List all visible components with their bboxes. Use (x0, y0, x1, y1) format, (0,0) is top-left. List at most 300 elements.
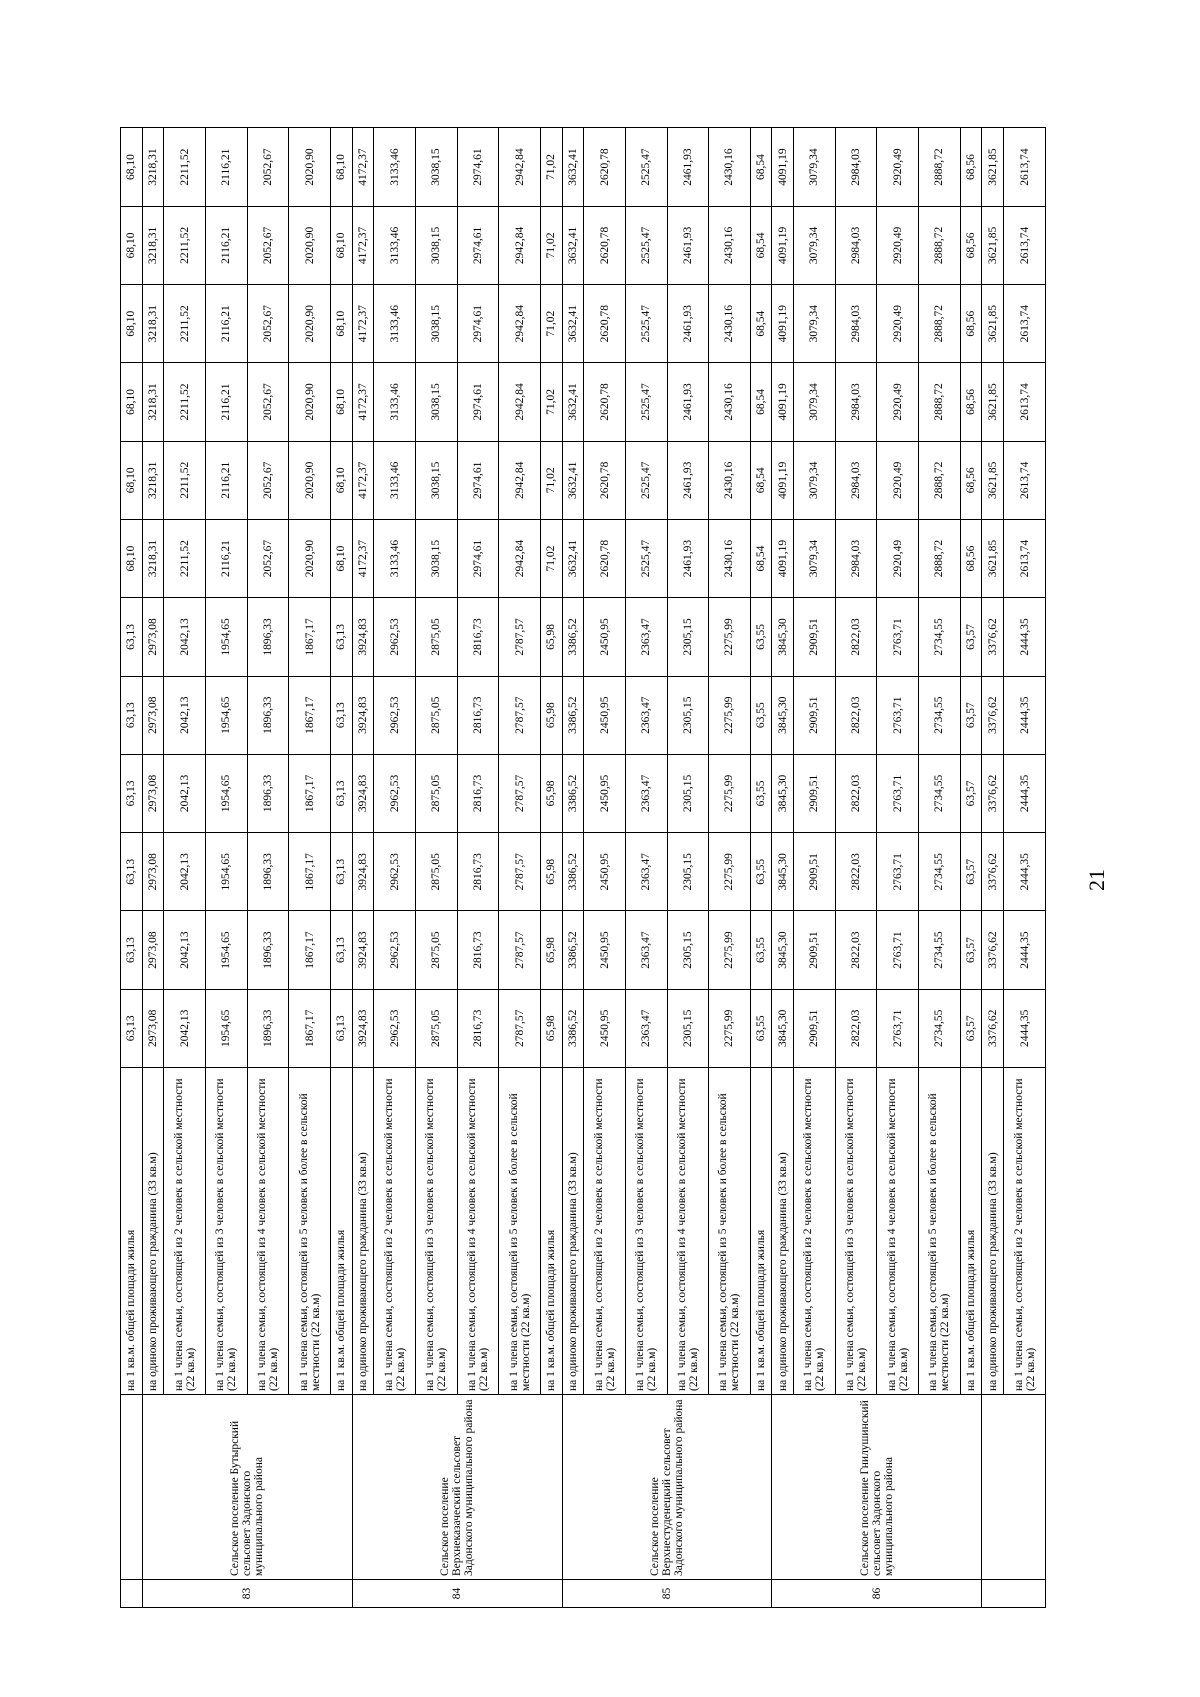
value-cell: 2763,71 (877, 676, 919, 754)
settlement-name-cell: Сельское поселение Верхнестуденецкий сельсовет Задонского муниципального района (562, 1395, 772, 1580)
value-cell: 1954,65 (205, 911, 247, 989)
settlement-name-cell: Сельское поселение Гнилушинский сельсовет Задонского муниципального района (772, 1395, 982, 1580)
value-cell: 2816,73 (457, 754, 499, 832)
value-cell: 2734,55 (919, 911, 961, 989)
value-cell: 3218,31 (142, 519, 164, 597)
value-cell: 68,56 (960, 128, 982, 206)
value-cell: 4172,37 (352, 519, 374, 597)
value-cell: 68,54 (750, 206, 772, 284)
value-cell: 63,13 (121, 754, 143, 832)
value-cell: 68,10 (121, 519, 143, 597)
value-cell: 63,13 (121, 911, 143, 989)
value-cell: 3632,41 (562, 128, 584, 206)
value-cell: 1954,65 (205, 754, 247, 832)
value-cell: 2444,35 (1004, 754, 1046, 832)
value-cell: 2461,93 (667, 285, 709, 363)
value-cell: 2974,61 (457, 519, 499, 597)
value-cell: 63,13 (330, 911, 352, 989)
value-cell: 3218,31 (142, 128, 164, 206)
value-cell: 2787,57 (499, 676, 541, 754)
table-row (562, 128, 584, 1608)
value-cell: 2816,73 (457, 598, 499, 676)
value-cell: 2787,57 (499, 911, 541, 989)
value-cell: 3386,52 (562, 989, 584, 1067)
value-cell: 2042,13 (164, 989, 206, 1067)
table-row (794, 128, 836, 1608)
value-cell: 68,56 (960, 519, 982, 597)
value-cell: 2620,78 (584, 363, 626, 441)
value-cell: 2962,53 (374, 989, 416, 1067)
value-cell: 2052,67 (247, 441, 289, 519)
value-cell: 71,02 (540, 363, 562, 441)
value-cell: 63,55 (750, 754, 772, 832)
value-cell: 3038,15 (415, 441, 457, 519)
value-cell: 63,13 (121, 598, 143, 676)
value-cell: 2973,08 (142, 676, 164, 754)
value-cell: 65,98 (540, 598, 562, 676)
value-cell: 68,56 (960, 285, 982, 363)
value-cell: 2888,72 (919, 285, 961, 363)
value-cell: 3079,34 (794, 441, 836, 519)
norm-label-cell: на 1 члена семьи, состоящей из 5 человек и более в сельской местности (22 кв.м) (709, 1068, 751, 1395)
value-cell: 2787,57 (499, 989, 541, 1067)
value-cell: 4091,19 (772, 128, 794, 206)
value-cell: 1954,65 (205, 676, 247, 754)
value-cell: 2822,03 (835, 598, 877, 676)
norm-label-cell: на 1 члена семьи, состоящей из 4 человек в сельской местности (22 кв.м) (457, 1068, 499, 1395)
value-cell: 2984,03 (835, 206, 877, 284)
rotated-table-container (120, 128, 1046, 1608)
table-row (499, 128, 541, 1608)
value-cell: 2875,05 (415, 911, 457, 989)
norm-label-cell: на 1 члена семьи, состоящей из 3 человек в сельской местности (22 кв.м) (415, 1068, 457, 1395)
value-cell: 3386,52 (562, 676, 584, 754)
value-cell: 3133,46 (374, 363, 416, 441)
value-cell: 1867,17 (289, 989, 331, 1067)
value-cell: 65,98 (540, 911, 562, 989)
value-cell: 2052,67 (247, 285, 289, 363)
value-cell: 2275,99 (709, 989, 751, 1067)
table-row (709, 128, 751, 1608)
value-cell: 2816,73 (457, 989, 499, 1067)
value-cell: 2974,61 (457, 363, 499, 441)
value-cell: 3038,15 (415, 285, 457, 363)
value-cell: 1954,65 (205, 833, 247, 911)
value-cell: 2275,99 (709, 676, 751, 754)
norm-label-cell: на 1 кв.м. общей площади жилья (540, 1068, 562, 1395)
value-cell: 2116,21 (205, 519, 247, 597)
value-cell: 3632,41 (562, 285, 584, 363)
value-cell: 2816,73 (457, 676, 499, 754)
value-cell: 2613,74 (1004, 441, 1046, 519)
value-cell: 4091,19 (772, 363, 794, 441)
value-cell: 3924,83 (352, 598, 374, 676)
norm-label-cell: на 1 члена семьи, состоящей из 2 человек в сельской местности (22 кв.м) (584, 1068, 626, 1395)
value-cell: 3386,52 (562, 754, 584, 832)
value-cell: 3376,62 (982, 754, 1004, 832)
value-cell: 2816,73 (457, 833, 499, 911)
value-cell: 2450,95 (584, 833, 626, 911)
value-cell: 2211,52 (164, 519, 206, 597)
value-cell: 3079,34 (794, 363, 836, 441)
value-cell: 2973,08 (142, 598, 164, 676)
value-cell: 3632,41 (562, 441, 584, 519)
value-cell: 2875,05 (415, 833, 457, 911)
value-cell: 2116,21 (205, 128, 247, 206)
value-cell: 2909,51 (794, 598, 836, 676)
table-row (164, 128, 206, 1608)
norm-label-cell: на одиноко проживающего гражданина (33 кв.м) (982, 1068, 1004, 1395)
value-cell: 2816,73 (457, 911, 499, 989)
table-row (330, 128, 352, 1608)
value-cell: 68,10 (121, 206, 143, 284)
value-cell: 2984,03 (835, 363, 877, 441)
value-cell: 2042,13 (164, 676, 206, 754)
value-cell: 2430,16 (709, 441, 751, 519)
value-cell: 3845,30 (772, 989, 794, 1067)
page-number: 21 (1084, 869, 1109, 891)
table-row (667, 128, 709, 1608)
value-cell: 2305,15 (667, 989, 709, 1067)
value-cell: 1896,33 (247, 598, 289, 676)
norm-label-cell: на 1 члена семьи, состоящей из 2 человек в сельской местности (22 кв.м) (374, 1068, 416, 1395)
value-cell: 2020,90 (289, 206, 331, 284)
value-cell: 2116,21 (205, 206, 247, 284)
value-cell: 2973,08 (142, 754, 164, 832)
value-cell: 1954,65 (205, 598, 247, 676)
value-cell: 2974,61 (457, 441, 499, 519)
value-cell: 2974,61 (457, 206, 499, 284)
value-cell: 2962,53 (374, 676, 416, 754)
value-cell: 68,56 (960, 441, 982, 519)
value-cell: 1867,17 (289, 911, 331, 989)
table-row (415, 128, 457, 1608)
value-cell: 63,13 (121, 833, 143, 911)
value-cell: 4091,19 (772, 206, 794, 284)
value-cell: 2275,99 (709, 833, 751, 911)
value-cell: 2525,47 (625, 206, 667, 284)
value-cell: 3632,41 (562, 206, 584, 284)
value-cell: 2275,99 (709, 911, 751, 989)
value-cell: 1867,17 (289, 676, 331, 754)
value-cell: 2984,03 (835, 519, 877, 597)
value-cell: 68,54 (750, 441, 772, 519)
value-cell: 2613,74 (1004, 363, 1046, 441)
value-cell: 68,10 (330, 363, 352, 441)
value-cell: 2020,90 (289, 128, 331, 206)
value-cell: 2942,84 (499, 519, 541, 597)
norm-label-cell: на 1 члена семьи, состоящей из 4 человек в сельской местности (22 кв.м) (247, 1068, 289, 1395)
norm-label-cell: на 1 кв.м. общей площади жилья (330, 1068, 352, 1395)
norm-label-cell: на 1 члена семьи, состоящей из 2 человек в сельской местности (22 кв.м) (164, 1068, 206, 1395)
table-row (750, 128, 772, 1608)
norm-label-cell: на 1 кв.м. общей площади жилья (960, 1068, 982, 1395)
value-cell: 2444,35 (1004, 833, 1046, 911)
value-cell: 3924,83 (352, 676, 374, 754)
value-cell: 2450,95 (584, 754, 626, 832)
norm-label-cell: на 1 члена семьи, состоящей из 5 человек и более в сельской местности (22 кв.м) (289, 1068, 331, 1395)
value-cell: 2822,03 (835, 833, 877, 911)
value-cell: 2962,53 (374, 598, 416, 676)
value-cell: 2734,55 (919, 754, 961, 832)
norm-label-cell: на одиноко проживающего гражданина (33 кв.м) (772, 1068, 794, 1395)
value-cell: 3038,15 (415, 206, 457, 284)
value-cell: 1896,33 (247, 833, 289, 911)
value-cell: 2613,74 (1004, 285, 1046, 363)
value-cell: 2042,13 (164, 754, 206, 832)
value-cell: 2525,47 (625, 285, 667, 363)
value-cell: 2734,55 (919, 598, 961, 676)
value-cell: 2305,15 (667, 754, 709, 832)
row-number-cell: 85 (562, 1580, 772, 1608)
value-cell: 2444,35 (1004, 598, 1046, 676)
value-cell: 2525,47 (625, 363, 667, 441)
table-row (1004, 128, 1046, 1608)
settlement-name-cell (982, 1395, 1046, 1580)
value-cell: 2430,16 (709, 128, 751, 206)
value-cell: 2363,47 (625, 676, 667, 754)
value-cell: 68,10 (121, 128, 143, 206)
value-cell: 2909,51 (794, 911, 836, 989)
value-cell: 2734,55 (919, 676, 961, 754)
value-cell: 2461,93 (667, 128, 709, 206)
value-cell: 2461,93 (667, 363, 709, 441)
value-cell: 71,02 (540, 519, 562, 597)
table-row (625, 128, 667, 1608)
value-cell: 1896,33 (247, 676, 289, 754)
value-cell: 3079,34 (794, 519, 836, 597)
value-cell: 2822,03 (835, 676, 877, 754)
norm-label-cell: на 1 кв.м. общей площади жилья (750, 1068, 772, 1395)
value-cell: 2909,51 (794, 754, 836, 832)
value-cell: 3079,34 (794, 285, 836, 363)
value-cell: 68,54 (750, 363, 772, 441)
value-cell: 2888,72 (919, 363, 961, 441)
value-cell: 63,13 (330, 754, 352, 832)
norm-label-cell: на 1 члена семьи, состоящей из 5 человек и более в сельской местности (22 кв.м) (919, 1068, 961, 1395)
value-cell: 2211,52 (164, 206, 206, 284)
value-cell: 2942,84 (499, 363, 541, 441)
norm-label-cell: на 1 члена семьи, состоящей из 3 человек в сельской местности (22 кв.м) (835, 1068, 877, 1395)
value-cell: 2920,49 (877, 128, 919, 206)
value-cell: 3632,41 (562, 363, 584, 441)
value-cell: 2052,67 (247, 206, 289, 284)
value-cell: 3845,30 (772, 754, 794, 832)
value-cell: 3218,31 (142, 285, 164, 363)
value-cell: 2430,16 (709, 206, 751, 284)
value-cell: 68,10 (121, 285, 143, 363)
value-cell: 3079,34 (794, 206, 836, 284)
value-cell: 71,02 (540, 206, 562, 284)
table-row (374, 128, 416, 1608)
value-cell: 2942,84 (499, 285, 541, 363)
value-cell: 2822,03 (835, 754, 877, 832)
value-cell: 2920,49 (877, 285, 919, 363)
value-cell: 2461,93 (667, 206, 709, 284)
value-cell: 2211,52 (164, 285, 206, 363)
table-body (121, 128, 1046, 1608)
value-cell: 1867,17 (289, 754, 331, 832)
value-cell: 2920,49 (877, 363, 919, 441)
value-cell: 1867,17 (289, 833, 331, 911)
value-cell: 2613,74 (1004, 128, 1046, 206)
value-cell: 63,55 (750, 911, 772, 989)
value-cell: 2450,95 (584, 676, 626, 754)
value-cell: 4172,37 (352, 441, 374, 519)
table-row (960, 128, 982, 1608)
value-cell: 68,56 (960, 363, 982, 441)
value-cell: 4091,19 (772, 519, 794, 597)
value-cell: 68,10 (330, 519, 352, 597)
value-cell: 2787,57 (499, 754, 541, 832)
value-cell: 65,98 (540, 676, 562, 754)
value-cell: 2920,49 (877, 519, 919, 597)
value-cell: 63,55 (750, 989, 772, 1067)
norm-label-cell: на 1 члена семьи, состоящей из 2 человек в сельской местности (22 кв.м) (794, 1068, 836, 1395)
value-cell: 3376,62 (982, 598, 1004, 676)
table-row (247, 128, 289, 1608)
table-row (919, 128, 961, 1608)
value-cell: 2620,78 (584, 206, 626, 284)
value-cell: 63,57 (960, 598, 982, 676)
value-cell: 3632,41 (562, 519, 584, 597)
row-number-cell (121, 1580, 143, 1608)
value-cell: 3376,62 (982, 989, 1004, 1067)
value-cell: 2450,95 (584, 989, 626, 1067)
value-cell: 3218,31 (142, 363, 164, 441)
value-cell: 2450,95 (584, 598, 626, 676)
value-cell: 2363,47 (625, 598, 667, 676)
value-cell: 2984,03 (835, 441, 877, 519)
value-cell: 2305,15 (667, 676, 709, 754)
value-cell: 2430,16 (709, 363, 751, 441)
value-cell: 65,98 (540, 833, 562, 911)
value-cell: 3386,52 (562, 598, 584, 676)
value-cell: 2734,55 (919, 989, 961, 1067)
value-cell: 2020,90 (289, 285, 331, 363)
value-cell: 2920,49 (877, 206, 919, 284)
row-number-cell (982, 1580, 1046, 1608)
value-cell: 2430,16 (709, 285, 751, 363)
norm-label-cell: на одиноко проживающего гражданина (33 кв.м) (352, 1068, 374, 1395)
value-cell: 68,10 (330, 128, 352, 206)
value-cell: 3621,85 (982, 519, 1004, 597)
value-cell: 1867,17 (289, 598, 331, 676)
value-cell: 71,02 (540, 441, 562, 519)
value-cell: 2363,47 (625, 754, 667, 832)
norm-label-cell: на 1 члена семьи, состоящей из 5 человек и более в сельской местности (22 кв.м) (499, 1068, 541, 1395)
value-cell: 63,13 (330, 676, 352, 754)
value-cell: 3133,46 (374, 128, 416, 206)
value-cell: 2888,72 (919, 441, 961, 519)
value-cell: 2974,61 (457, 128, 499, 206)
value-cell: 3079,34 (794, 128, 836, 206)
value-cell: 2787,57 (499, 833, 541, 911)
value-cell: 2525,47 (625, 519, 667, 597)
table-row (982, 128, 1004, 1608)
value-cell: 2763,71 (877, 911, 919, 989)
value-cell: 2211,52 (164, 363, 206, 441)
norm-label-cell: на 1 члена семьи, состоящей из 3 человек в сельской местности (22 кв.м) (205, 1068, 247, 1395)
value-cell: 2305,15 (667, 833, 709, 911)
value-cell: 2888,72 (919, 206, 961, 284)
value-cell: 3038,15 (415, 363, 457, 441)
value-cell: 2984,03 (835, 128, 877, 206)
value-cell: 63,13 (121, 676, 143, 754)
value-cell: 2962,53 (374, 911, 416, 989)
value-cell: 2763,71 (877, 598, 919, 676)
value-cell: 2942,84 (499, 441, 541, 519)
value-cell: 68,54 (750, 128, 772, 206)
table-row (457, 128, 499, 1608)
value-cell: 3621,85 (982, 128, 1004, 206)
tariff-table (120, 127, 1046, 1608)
value-cell: 2974,61 (457, 285, 499, 363)
table-row (142, 128, 164, 1608)
value-cell: 4172,37 (352, 206, 374, 284)
value-cell: 63,57 (960, 676, 982, 754)
value-cell: 2461,93 (667, 441, 709, 519)
norm-label-cell: на одиноко проживающего гражданина (33 кв.м) (562, 1068, 584, 1395)
value-cell: 3621,85 (982, 441, 1004, 519)
value-cell: 2962,53 (374, 754, 416, 832)
settlement-name-cell: Сельское поселение Бутырский сельсовет Задонского муниципального района (142, 1395, 352, 1580)
value-cell: 2116,21 (205, 285, 247, 363)
value-cell: 63,13 (330, 598, 352, 676)
value-cell: 3218,31 (142, 441, 164, 519)
value-cell: 2613,74 (1004, 206, 1046, 284)
value-cell: 2211,52 (164, 128, 206, 206)
norm-label-cell: на 1 члена семьи, состоящей из 2 человек в сельской местности (22 кв.м) (1004, 1068, 1046, 1395)
value-cell: 3133,46 (374, 441, 416, 519)
row-number-cell: 83 (142, 1580, 352, 1608)
value-cell: 71,02 (540, 285, 562, 363)
value-cell: 2305,15 (667, 911, 709, 989)
value-cell: 2763,71 (877, 989, 919, 1067)
value-cell: 71,02 (540, 128, 562, 206)
value-cell: 63,57 (960, 911, 982, 989)
value-cell: 2613,74 (1004, 519, 1046, 597)
value-cell: 63,57 (960, 989, 982, 1067)
row-number-cell: 86 (772, 1580, 982, 1608)
value-cell: 2525,47 (625, 441, 667, 519)
value-cell: 2962,53 (374, 833, 416, 911)
value-cell: 4172,37 (352, 285, 374, 363)
value-cell: 3133,46 (374, 206, 416, 284)
table-row (540, 128, 562, 1608)
value-cell: 3218,31 (142, 206, 164, 284)
value-cell: 3038,15 (415, 519, 457, 597)
value-cell: 2116,21 (205, 441, 247, 519)
value-cell: 2822,03 (835, 911, 877, 989)
value-cell: 2909,51 (794, 833, 836, 911)
value-cell: 68,10 (121, 441, 143, 519)
value-cell: 3621,85 (982, 206, 1004, 284)
value-cell: 3845,30 (772, 598, 794, 676)
value-cell: 1954,65 (205, 989, 247, 1067)
value-cell: 2211,52 (164, 441, 206, 519)
value-cell: 3133,46 (374, 285, 416, 363)
value-cell: 3924,83 (352, 754, 374, 832)
value-cell: 2450,95 (584, 911, 626, 989)
value-cell: 63,13 (330, 833, 352, 911)
value-cell: 2444,35 (1004, 911, 1046, 989)
value-cell: 68,56 (960, 206, 982, 284)
value-cell: 3386,52 (562, 833, 584, 911)
table-row (352, 128, 374, 1608)
value-cell: 63,55 (750, 833, 772, 911)
value-cell: 2042,13 (164, 911, 206, 989)
